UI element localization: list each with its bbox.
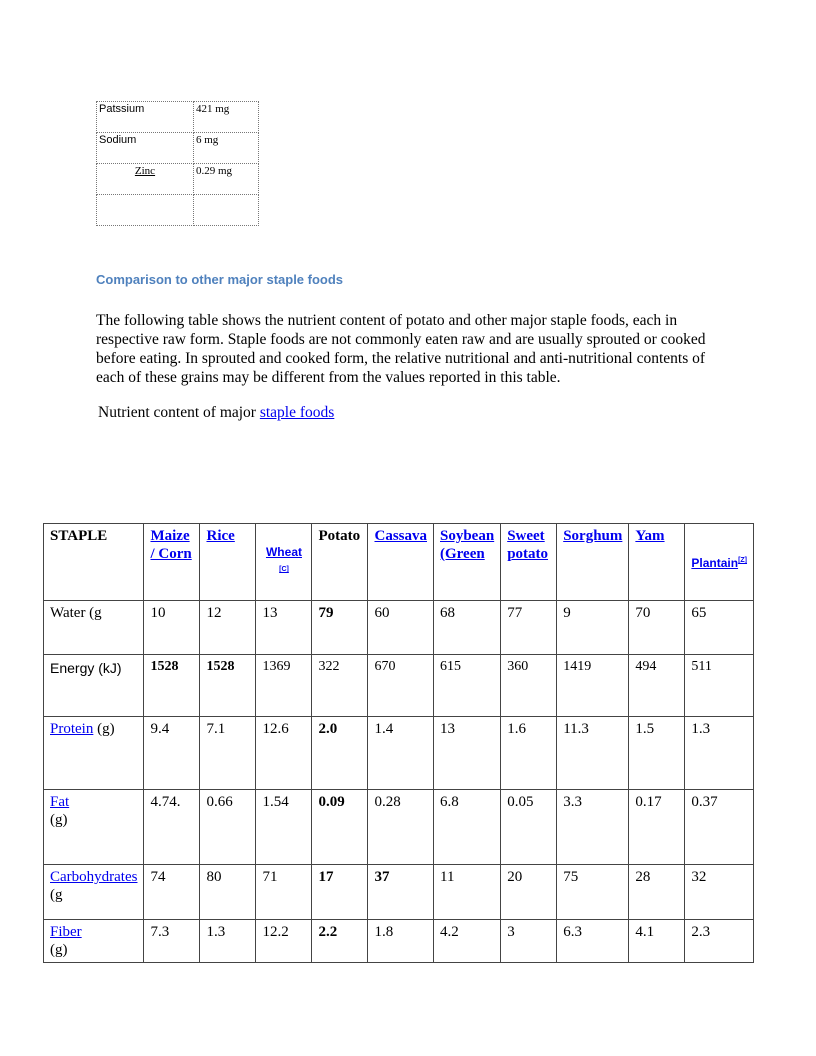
table-cell: 0.28 <box>368 790 434 865</box>
mineral-table <box>96 101 259 226</box>
row-label <box>44 790 144 865</box>
table-cell: 1.5 <box>629 717 685 790</box>
table-cell: 1369 <box>256 655 312 717</box>
sweet-potato-link[interactable]: Sweet potato <box>507 528 549 562</box>
header-soybean <box>434 524 501 601</box>
table-cell: 17 <box>312 865 368 920</box>
table-cell: 7.3 <box>144 920 200 963</box>
table-cell: 13 <box>256 601 312 655</box>
table-cell: 68 <box>434 601 501 655</box>
table-cell: 11 <box>434 865 501 920</box>
table-cell: 77 <box>501 601 557 655</box>
table-cell: 74 <box>144 865 200 920</box>
table-cell: 32 <box>685 865 754 920</box>
table-cell: 4.1 <box>629 920 685 963</box>
row-label: Energy (kJ) <box>44 655 144 717</box>
header-sorghum <box>557 524 629 601</box>
cassava-link[interactable]: Cassava <box>374 528 427 544</box>
header-row <box>44 524 754 601</box>
row-unit: (g) <box>50 812 68 828</box>
table-cell: 37 <box>368 865 434 920</box>
table-caption <box>98 404 334 422</box>
table-cell: 511 <box>685 655 754 717</box>
table-cell: 1.3 <box>685 717 754 790</box>
row-unit: (g <box>50 887 63 903</box>
table-cell: 0.17 <box>629 790 685 865</box>
table-cell: 1.3 <box>200 920 256 963</box>
table-cell: 0.37 <box>685 790 754 865</box>
table-cell: 1528 <box>144 655 200 717</box>
table-row <box>44 790 754 865</box>
table-cell: 6.3 <box>557 920 629 963</box>
table-cell: 1419 <box>557 655 629 717</box>
table-cell: 60 <box>368 601 434 655</box>
table-cell: 1.54 <box>256 790 312 865</box>
carbohydrates-link[interactable]: Carbohydrates <box>50 869 138 885</box>
sorghum-link[interactable]: Sorghum <box>563 528 623 544</box>
row-unit: (g) <box>50 942 68 958</box>
nutrient-table <box>43 523 754 963</box>
table-cell: 2.0 <box>312 717 368 790</box>
mineral-value <box>194 195 259 226</box>
table-cell: 70 <box>629 601 685 655</box>
table-cell: 13 <box>434 717 501 790</box>
table-row <box>44 865 754 920</box>
table-cell: 322 <box>312 655 368 717</box>
table-row <box>44 920 754 963</box>
table-cell: 0.09 <box>312 790 368 865</box>
row-label <box>44 920 144 963</box>
row-label <box>44 865 144 920</box>
mineral-name <box>97 195 194 226</box>
table-row <box>97 195 259 226</box>
table-cell: 360 <box>501 655 557 717</box>
row-label <box>44 717 144 790</box>
table-cell: 11.3 <box>557 717 629 790</box>
mineral-name: Sodium <box>97 133 194 164</box>
protein-link[interactable]: Protein <box>50 721 94 737</box>
table-cell: 28 <box>629 865 685 920</box>
table-cell: 615 <box>434 655 501 717</box>
section-heading: Comparison to other major staple foods <box>96 272 344 287</box>
fat-link[interactable]: Fat <box>50 794 70 810</box>
table-cell: 1.4 <box>368 717 434 790</box>
header-maize <box>144 524 200 601</box>
table-row <box>44 601 754 655</box>
header-rice <box>200 524 256 601</box>
table-cell: 12.6 <box>256 717 312 790</box>
table-cell: 71 <box>256 865 312 920</box>
table-cell: 79 <box>312 601 368 655</box>
caption-text: Nutrient content of major <box>98 404 260 421</box>
plantain-link[interactable]: Plantain <box>691 556 739 570</box>
table-cell: 494 <box>629 655 685 717</box>
table-cell: 75 <box>557 865 629 920</box>
table-cell: 80 <box>200 865 256 920</box>
table-cell: 2.3 <box>685 920 754 963</box>
yam-link[interactable]: Yam <box>635 528 665 544</box>
table-cell: 65 <box>685 601 754 655</box>
table-cell: 0.05 <box>501 790 557 865</box>
table-cell: 4.74. <box>144 790 200 865</box>
table-cell: 1.8 <box>368 920 434 963</box>
staple-foods-link[interactable]: staple foods <box>259 404 335 421</box>
table-row <box>97 164 259 195</box>
table-cell: 3 <box>501 920 557 963</box>
header-yam <box>629 524 685 601</box>
wheat-link[interactable]: Wheat <box>265 545 302 559</box>
mineral-value: 6 mg <box>194 133 259 164</box>
table-cell: 670 <box>368 655 434 717</box>
table-cell: 9 <box>557 601 629 655</box>
header-cassava <box>368 524 434 601</box>
table-cell: 12.2 <box>256 920 312 963</box>
mineral-name: Patssium <box>97 102 194 133</box>
table-row <box>97 102 259 133</box>
header-wheat <box>256 524 312 601</box>
header-staple: STAPLE <box>44 524 144 601</box>
row-unit: (g) <box>93 721 115 737</box>
mineral-value: 0.29 mg <box>194 164 259 195</box>
row-label: Water (g <box>44 601 144 655</box>
maize-link[interactable]: Maize / Corn <box>150 528 192 562</box>
mineral-value: 421 mg <box>194 102 259 133</box>
table-cell: 9.4 <box>144 717 200 790</box>
rice-link[interactable]: Rice <box>206 528 235 544</box>
table-row <box>44 655 754 717</box>
table-cell: 3.3 <box>557 790 629 865</box>
plantain-note-link[interactable]: [Z] <box>738 557 748 564</box>
table-cell: 10 <box>144 601 200 655</box>
header-sweet-potato <box>501 524 557 601</box>
table-cell: 6.8 <box>434 790 501 865</box>
table-cell: 0.66 <box>200 790 256 865</box>
fiber-link[interactable]: Fiber <box>50 924 82 940</box>
header-potato: Potato <box>312 524 368 601</box>
table-cell: 1.6 <box>501 717 557 790</box>
mineral-name <box>97 164 194 195</box>
table-cell: 4.2 <box>434 920 501 963</box>
soybean-link[interactable]: Soybean (Green <box>440 528 495 562</box>
wheat-note-link[interactable]: [C] <box>279 566 289 573</box>
table-cell: 1528 <box>200 655 256 717</box>
table-cell: 2.2 <box>312 920 368 963</box>
table-cell: 20 <box>501 865 557 920</box>
table-row <box>97 133 259 164</box>
table-cell: 7.1 <box>200 717 256 790</box>
mineral-name-text: Zinc <box>134 165 156 177</box>
intro-paragraph: The following table shows the nutrient content of potato and other major staple foods, each in respective raw form. Staple foods are not commonly eaten raw and are usually sprouted or cooked before eating. In sprouted and cooked form, the relative nutritional and anti-nutritional contents of each of these grains may be different from the values reported in this table. <box>96 312 706 386</box>
table-row <box>44 717 754 790</box>
header-plantain <box>685 524 754 601</box>
table-cell: 12 <box>200 601 256 655</box>
